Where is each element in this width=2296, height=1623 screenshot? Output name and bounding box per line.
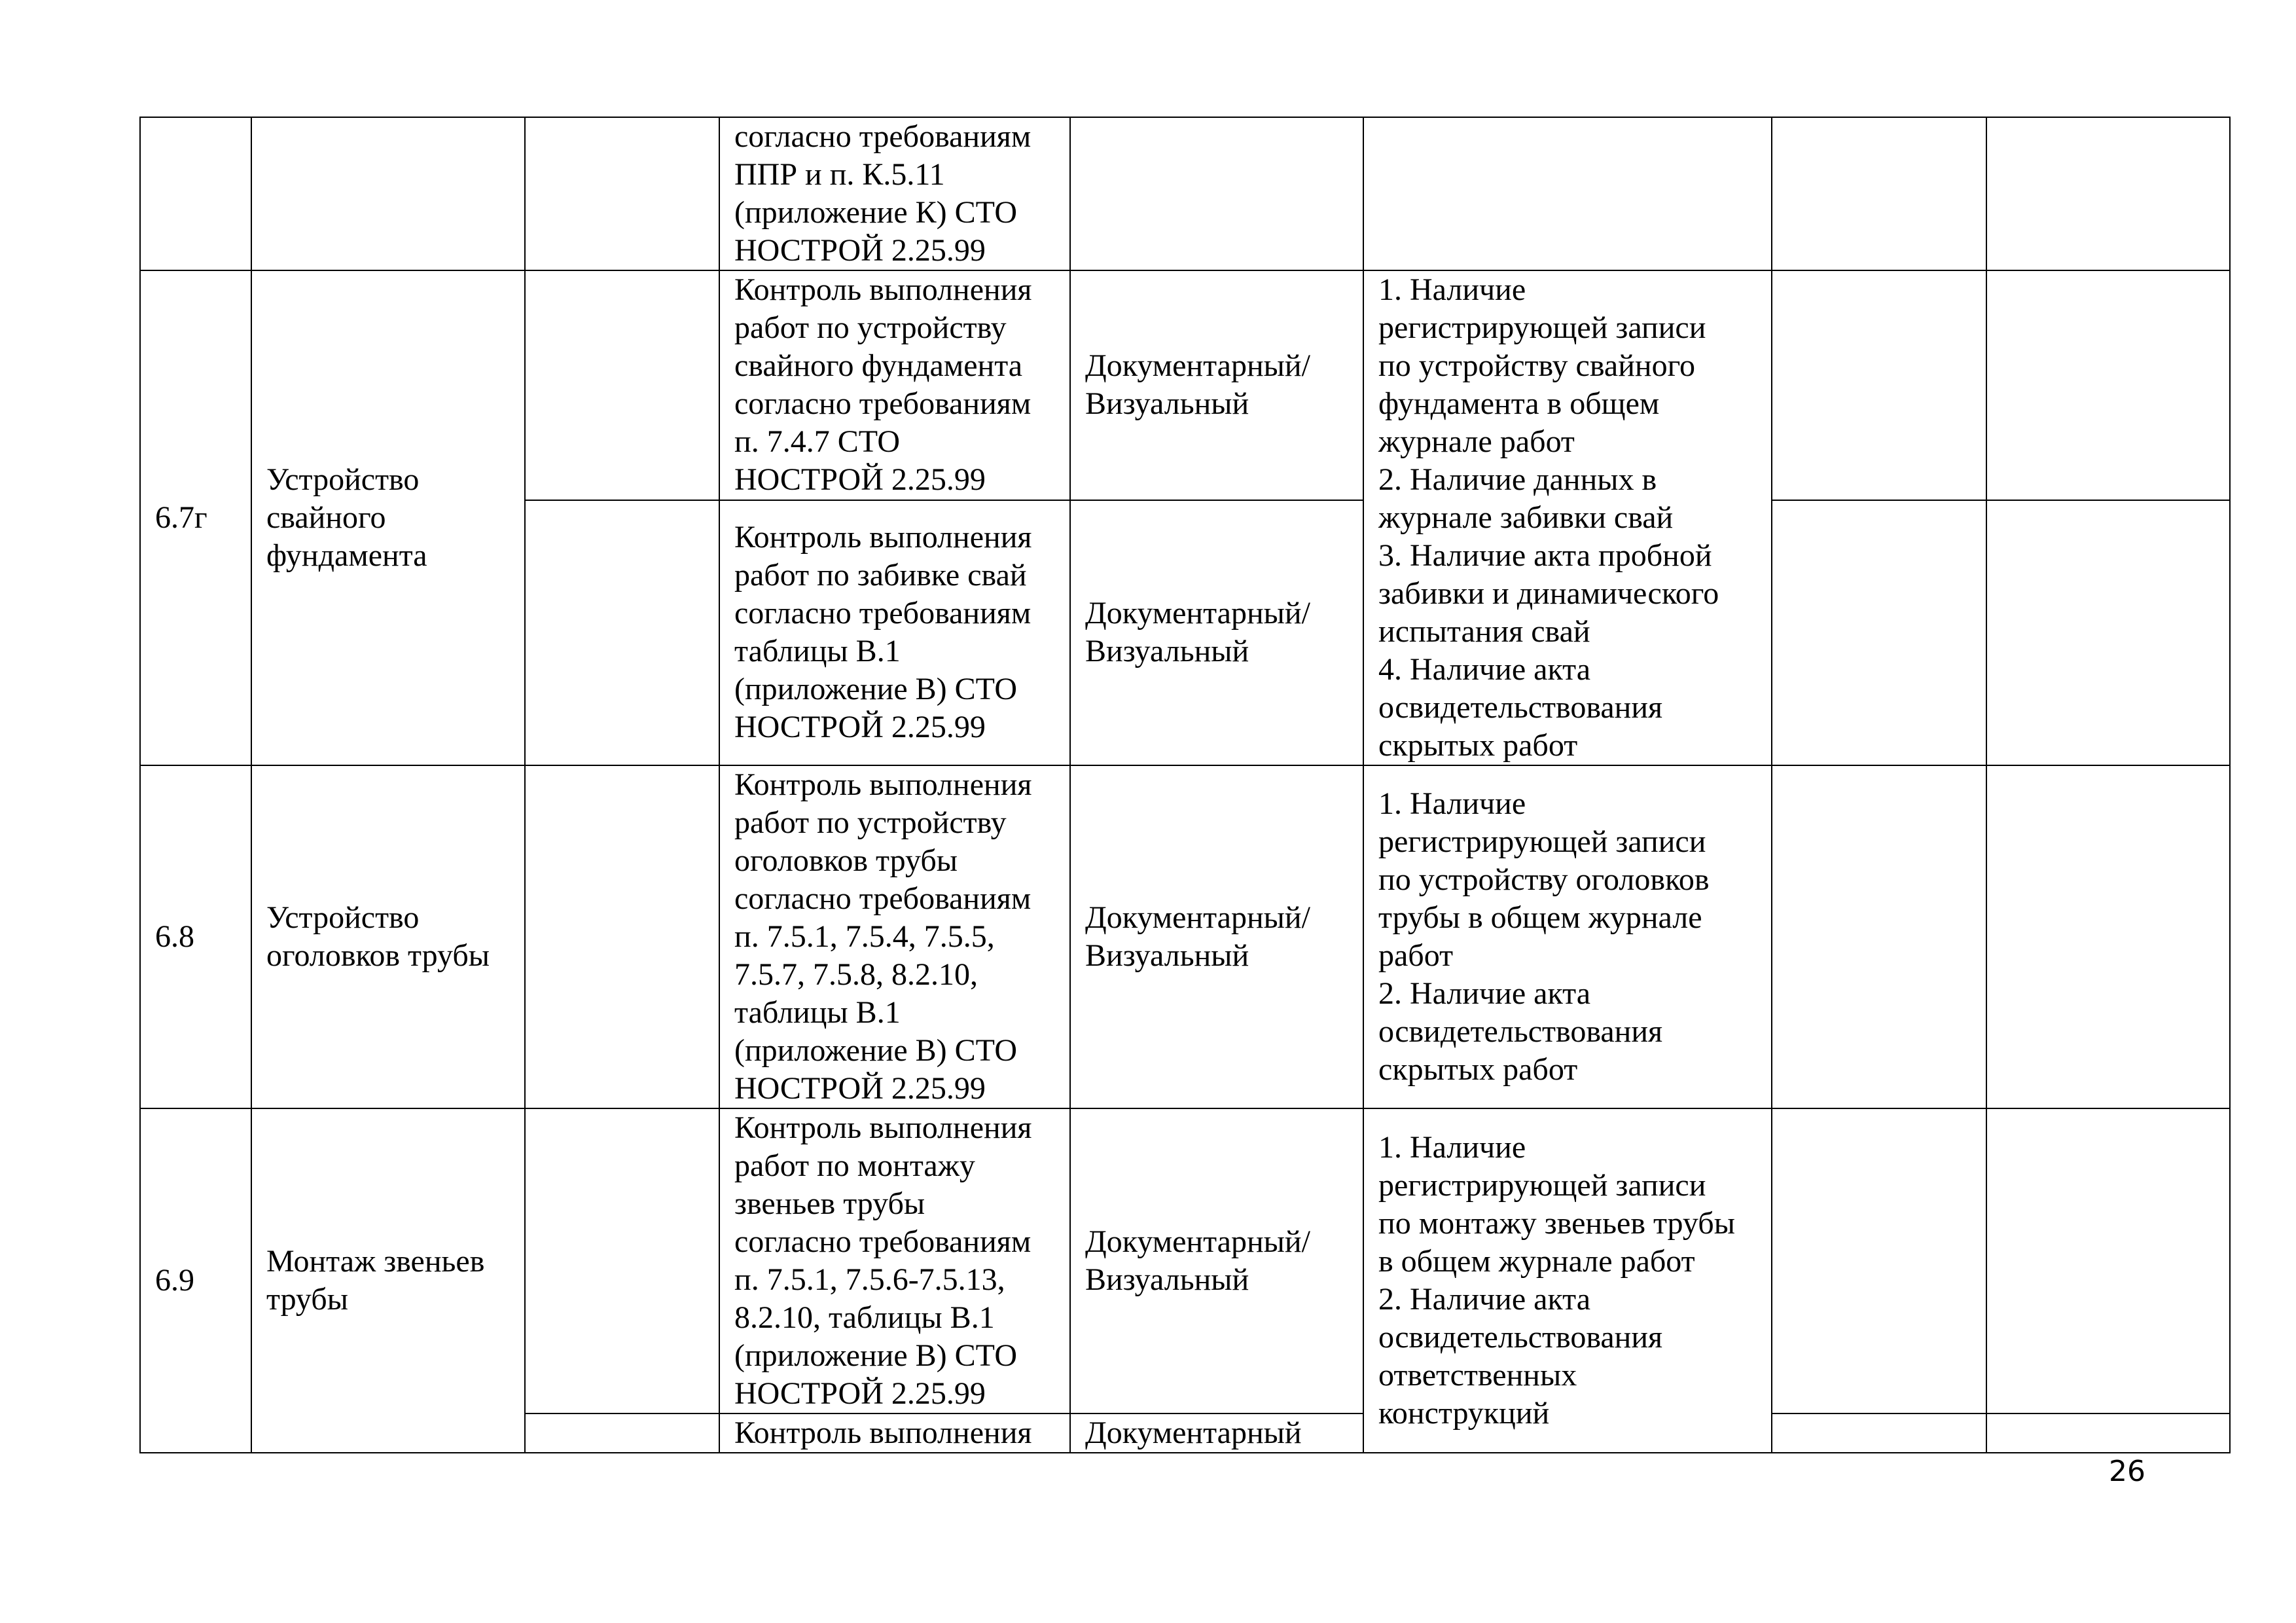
empty-cell: [1772, 270, 1986, 500]
control-method-cell: Документарный/ Визуальный: [1070, 765, 1363, 1108]
control-result-cell: 1. Наличие регистрирующей записи по устройству оголовков трубы в общем журнале работ 2. Наличие акта освидетельствования скрытых работ: [1363, 765, 1772, 1108]
table-row: [140, 270, 2230, 500]
empty-cell: [525, 270, 719, 500]
empty-cell: [1986, 270, 2230, 500]
empty-cell: [1986, 765, 2230, 1108]
page-number: 26: [2109, 1455, 2145, 1488]
empty-cell: [1772, 1413, 1986, 1453]
empty-cell: [1772, 500, 1986, 765]
control-description-cell: согласно требованиям ППР и п. К.5.11 (приложение К) СТО НОСТРОЙ 2.25.99: [719, 117, 1070, 270]
control-description-cell: Контроль выполнения работ по забивке свай согласно требованиям таблицы В.1 (приложение В) СТО НОСТРОЙ 2.25.99: [719, 500, 1070, 765]
control-result-cell: 1. Наличие регистрирующей записи по устройству свайного фундамента в общем журнале работ 2. Наличие данных в журнале забивки свай 3. Наличие акта пробной забивки и динамического испытания свай 4. Наличие акта освидетельствования скрытых работ: [1363, 270, 1772, 765]
row-number-cell: 6.8: [140, 765, 251, 1108]
table-row: [140, 117, 2230, 270]
empty-cell: [1772, 117, 1986, 270]
control-result-cell: 1. Наличие регистрирующей записи по монтажу звеньев трубы в общем журнале работ 2. Наличие акта освидетельствования ответственных конструкций: [1363, 1108, 1772, 1453]
row-number-cell: 6.9: [140, 1108, 251, 1453]
table-row: [140, 1108, 2230, 1413]
work-name-cell: Устройство свайного фундамента: [251, 270, 525, 765]
empty-cell: [1772, 1108, 1986, 1413]
control-description-cell: Контроль выполнения работ по монтажу звеньев трубы согласно требованиям п. 7.5.1, 7.5.6-7.5.13, 8.2.10, таблицы В.1 (приложение В) СТО НОСТРОЙ 2.25.99: [719, 1108, 1070, 1413]
table-row: [140, 765, 2230, 1108]
control-description-cell: Контроль выполнения работ по устройству оголовков трубы согласно требованиям п. 7.5.1, 7.5.4, 7.5.5, 7.5.7, 7.5.8, 8.2.10, таблицы В.1 (приложение В) СТО НОСТРОЙ 2.25.99: [719, 765, 1070, 1108]
empty-cell: [1986, 500, 2230, 765]
work-name-cell: Устройство оголовков трубы: [251, 765, 525, 1108]
empty-cell: [1986, 1108, 2230, 1413]
control-description-cell: Контроль выполнения: [719, 1413, 1070, 1453]
row-number-cell: 6.7г: [140, 270, 251, 765]
empty-cell: [1986, 1413, 2230, 1453]
work-name-cell: [251, 117, 525, 270]
control-method-cell: [1070, 117, 1363, 270]
control-method-cell: Документарный/ Визуальный: [1070, 270, 1363, 500]
control-method-cell: Документарный/ Визуальный: [1070, 1108, 1363, 1413]
empty-cell: [525, 500, 719, 765]
empty-cell: [525, 1108, 719, 1413]
work-name-cell: Монтаж звеньев трубы: [251, 1108, 525, 1453]
empty-cell: [1986, 117, 2230, 270]
inspection-table: [139, 117, 2231, 1453]
control-method-cell: Документарный: [1070, 1413, 1363, 1453]
empty-cell: [525, 1413, 719, 1453]
control-method-cell: Документарный/ Визуальный: [1070, 500, 1363, 765]
empty-cell: [525, 117, 719, 270]
empty-cell: [525, 765, 719, 1108]
control-result-cell: [1363, 117, 1772, 270]
control-description-cell: Контроль выполнения работ по устройству свайного фундамента согласно требованиям п. 7.4.7 СТО НОСТРОЙ 2.25.99: [719, 270, 1070, 500]
empty-cell: [1772, 765, 1986, 1108]
row-number-cell: [140, 117, 251, 270]
